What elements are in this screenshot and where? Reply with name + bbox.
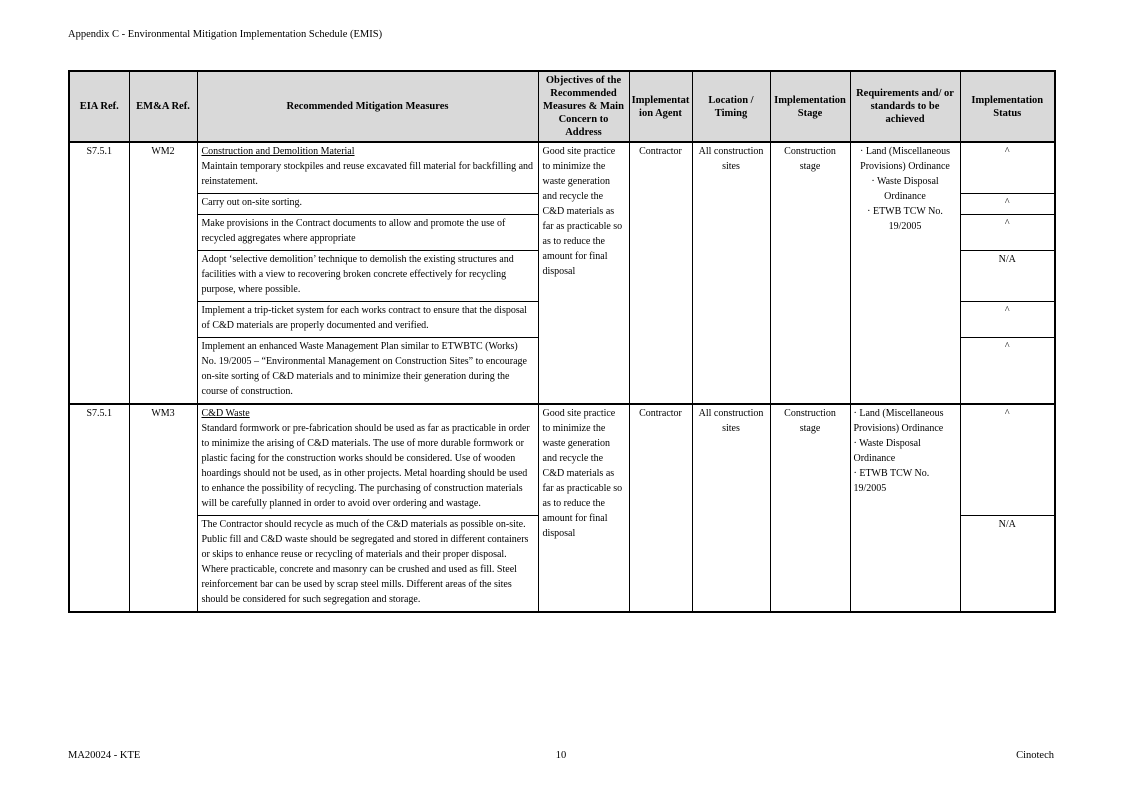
measure-text: Implement a trip-ticket system for each works contract to ensure that the disposal of C&D materials are properly documented and verified.	[201, 305, 527, 331]
table-header-row	[69, 71, 1055, 142]
status-cell: ^	[960, 404, 1055, 516]
agent-cell: Contractor	[629, 142, 692, 404]
status-cell: ^	[960, 302, 1055, 338]
measure-text: Carry out on-site sorting.	[201, 197, 303, 208]
objectives-cell: Good site practice to minimize the waste generation and recycle the C&D materials as far as practicable so as to reduce the amount for final disposal	[538, 404, 629, 612]
measure-text: Implement an enhanced Waste Management Plan similar to ETWBTC (Works) No. 19/2005 – “Environmental Management on Construction Sites” to encourage on-site sorting of C&D materials and to minimize their generation during the course of construction.	[201, 341, 527, 397]
measure-cell	[197, 251, 538, 302]
document-title: Appendix C - Environmental Mitigation Implementation Schedule (EMIS)	[68, 29, 383, 40]
column-header-requirements: Requirements and/ or standards to be achieved	[850, 71, 960, 142]
requirements-cell	[850, 404, 960, 612]
column-header-measures: Recommended Mitigation Measures	[197, 71, 538, 142]
measure-text: Adopt ‘selective demolition’ technique to demolish the existing structures and facilities with a view to recovering broken concrete effectively for recycling purpose, where possible.	[201, 254, 514, 295]
footer-project-ref: MA20024 - KTE	[68, 750, 141, 761]
measure-heading: Construction and Demolition Material	[201, 146, 355, 157]
column-header-ema-ref: EM&A Ref.	[129, 71, 197, 142]
objectives-cell: Good site practice to minimize the waste generation and recycle the C&D materials as far as practicable so as to reduce the amount for final disposal	[538, 142, 629, 404]
measure-cell	[197, 404, 538, 516]
requirements-cell	[850, 142, 960, 404]
ema-ref-cell: WM3	[129, 404, 197, 612]
status-cell: ^	[960, 215, 1055, 251]
measure-heading: C&D Waste	[201, 408, 250, 419]
requirement-item: · Waste Disposal Ordinance	[871, 176, 939, 202]
column-header-location-timing: Location / Timing	[692, 71, 770, 142]
measure-text: The Contractor should recycle as much of the C&D materials as possible on-site. Public fill and C&D waste should be segregated and stored in different containers or skips to enhance reuse or recycling of materials and their proper disposal. Where practicable, concrete and masonry can be crushed and used as fill. Steel reinforcement bar can be used by scrap steel mills. Different areas of the sites should be considered for such segregation and storage.	[201, 519, 529, 605]
status-cell: ^	[960, 194, 1055, 215]
requirement-item: · Land (Miscellaneous Provisions) Ordinance	[853, 408, 944, 434]
requirement-item: · Waste Disposal Ordinance	[853, 438, 921, 464]
status-cell: N/A	[960, 516, 1055, 613]
measure-cell	[197, 194, 538, 215]
requirement-item: · Land (Miscellaneous Provisions) Ordinance	[860, 146, 950, 172]
status-cell: ^	[960, 142, 1055, 194]
location-timing-cell: All construction sites	[692, 404, 770, 612]
table-row	[69, 142, 1055, 194]
column-header-stage: Implementation Stage	[770, 71, 850, 142]
footer-company-name: Cinotech	[1016, 750, 1054, 761]
footer-page-number: 10	[555, 750, 567, 761]
column-header-eia-ref: EIA Ref.	[69, 71, 129, 142]
status-cell: N/A	[960, 251, 1055, 302]
measure-cell	[197, 215, 538, 251]
column-header-agent: Implementation Agent	[629, 71, 692, 142]
column-header-status: Implementation Status	[960, 71, 1055, 142]
measure-cell	[197, 302, 538, 338]
column-header-objectives: Objectives of the Recommended Measures & Main Concern to Address	[538, 71, 629, 142]
stage-cell: Construction stage	[770, 404, 850, 612]
requirement-item: · ETWB TCW No. 19/2005	[867, 206, 943, 232]
measure-text: Make provisions in the Contract documents to allow and promote the use of recycled aggregates where appropriate	[201, 218, 506, 244]
emis-table	[68, 70, 1056, 613]
agent-cell: Contractor	[629, 404, 692, 612]
table-body	[69, 142, 1055, 612]
measure-text: Standard formwork or pre-fabrication should be used as far as practicable in order to minimize the arising of C&D materials. The use of more durable formwork or plastic facing for the construction works should be considered. Use of wooden hoardings should not be used, as in other projects. Metal hoarding should be used to enhance the possibility of recycling. The purchasing of construction materials will be carefully planned in order to avoid over ordering and wastage.	[201, 423, 530, 509]
eia-ref-cell: S7.5.1	[69, 142, 129, 404]
requirement-item: · ETWB TCW No. 19/2005	[853, 468, 930, 494]
measure-cell	[197, 516, 538, 613]
measure-text: Maintain temporary stockpiles and reuse excavated fill material for backfilling and reinstatement.	[201, 161, 534, 187]
eia-ref-cell: S7.5.1	[69, 404, 129, 612]
location-timing-cell: All construction sites	[692, 142, 770, 404]
measure-cell	[197, 338, 538, 405]
ema-ref-cell: WM2	[129, 142, 197, 404]
stage-cell: Construction stage	[770, 142, 850, 404]
table-row	[69, 404, 1055, 516]
measure-cell	[197, 142, 538, 194]
status-cell: ^	[960, 338, 1055, 405]
